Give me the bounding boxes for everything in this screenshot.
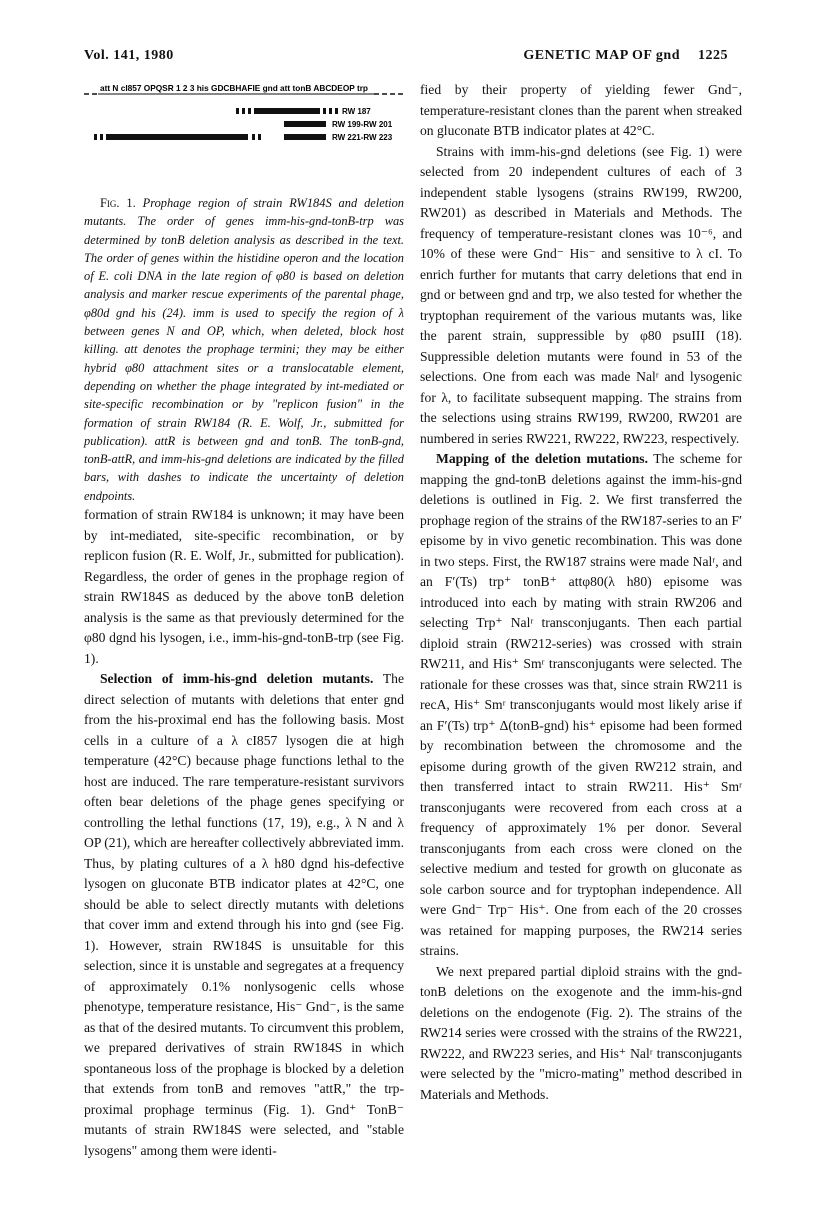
- figure-label: Fig. 1.: [100, 196, 136, 210]
- figure-1: [84, 78, 404, 188]
- figure-caption: [84, 194, 404, 505]
- paragraph: [420, 449, 742, 962]
- deletion-bar-rw187: [236, 108, 338, 114]
- deletion-bar-rw199: [284, 121, 326, 127]
- label-rw187: RW 187: [342, 107, 371, 116]
- paragraph: [84, 669, 404, 1161]
- paragraph: fied by their property of yielding fewer Gnd⁻, temperature-resistant clones than the parent when streaked on gluconate BTB indicator plates at 42°C.: [420, 82, 742, 138]
- deletion-bar-rw221: [94, 134, 326, 140]
- section-heading: Selection of imm-his-gnd deletion mutants.: [100, 671, 374, 687]
- running-header: [84, 48, 728, 70]
- section-heading: Mapping of the deletion mutations.: [436, 451, 648, 466]
- left-column: [84, 78, 404, 1161]
- right-column: [420, 80, 742, 1105]
- prophage-map: [84, 78, 404, 188]
- page-number: 1225: [698, 48, 728, 63]
- paragraph-text: The scheme for mapping the gnd-tonB deletions against the imm-his-gnd deletions is outlined in Fig. 2. We first transferred the prophage region of the strains of the RW187-series to an F′ episome by in vivo genetic recombination. This was done in two steps. First, the RW187 strains were made Nalʳ, and an F′(Ts) trp⁺ tonB⁺ attφ80(λ h80) episome was introduced into each by mating with strain RW206 and selecting Trp⁺ Nalʳ transconjugants. Then each partial diploid strain (RW212-series) was crossed with strain RW211, and His⁺ Smʳ transconjugants were selected. The rationale for these crosses was that, since strain RW211 is recA, His⁺ Smʳ transconjugants would most likely arise if an F′(Ts) trp⁺ Δ(tonB-gnd) his⁺ episome had been formed by recombination between the chromosome and the episome during growth of the given RW212 strain, and then transferred intact to strain RW211. His⁺ Smʳ transconjugants were recovered from each cross at a frequency of approximately 1% per donor. Several transconjugants from each cross were cloned on the selective medium and tested for growth on gluconate as sole carbon source and for tryptophan independence. All were Gnd⁻ Trp⁻ His⁺. One from each of the 20 crosses was retained for mapping purposes, the RW214 series strains.: [420, 451, 743, 958]
- paragraph: formation of strain RW184 is unknown; it may have been by int-mediated, site-specific recombination, or by replicon fusion (R. E. Wolf, Jr., submitted for publication). Regardless, the order of genes in the prophage region of strain RW184S as deduced by the above tonB deletion analysis is the same as that previously determined for the φ80 dgnd his lysogen, i.e., imm-his-gnd-tonB-trp (see Fig. 1).: [84, 507, 404, 666]
- paragraph: Strains with imm-his-gnd deletions (see Fig. 1) were selected from 20 independent cultures of each of 3 independent stable lysogens (strains RW199, RW200, RW201) as described in Materials and Methods. The frequency of temperature-resistant clones was 10⁻⁶, and 10% of these were Gnd⁻ His⁻ and sensitive to λ cI. To enrich further for mutants that carry deletions that end in gnd or between gnd and trp, we also tested for whether the tryptophan requirement of the various mutants was, like the parent strain, suppressible by φ80 psuIII (18). Suppressible deletion mutants were found in 53 of the selections. One from each was made Nalʳ and lysogenic for λ, to facilitate subsequent mapping. The strains from the selections using strains RW199, RW200, RW201 are numbered in series RW221, RW222, RW223, respectively.: [420, 143, 742, 446]
- running-title: GENETIC MAP OF gnd: [523, 48, 680, 63]
- caption-text: Prophage region of strain RW184S and deletion mutants. The order of genes imm-his-gnd-tonB-trp was determined by tonB deletion analysis as described in the text. The order of genes within the histidine operon and the location of E. coli DNA in the late region of φ80 is based on deletion analysis and marker rescue experiments of the parental phage, φ80d gnd his (24). imm is used to specify the region of λ between genes N and OP, which, when deleted, block host killing. att denotes the prophage termini; they may be either hybrid φ80 attachment sites or a translocatable element, depending on whether the phage integrated by int-mediated or site-specific recombination or by "replicon fusion" in the formation of strain RW184 (R. E. Wolf, Jr., submitted for publication). attR is between gnd and tonB. The tonB-gnd, tonB-attR, and imm-his-gnd deletions are indicated by the filled bars, with dashes to indicate the uncertainty of deletion endpoints.: [84, 196, 404, 503]
- paragraph: We next prepared partial diploid strains with the gnd-tonB deletions on the exogenote and the imm-his-gnd deletions on the endogenote (Fig. 2). The strains of the RW214 series were crossed with the strains of the RW221, RW222, and RW223 series, and His⁺ Nalʳ transconjugants were selected by the "micro-mating" method described in Materials and Methods.: [420, 963, 742, 1102]
- label-rw199: RW 199-RW 201: [332, 120, 393, 129]
- gene-map-label: att N cI857 OPQSR 1 2 3 his GDCBHAFIE gnd att tonB ABCDEOP trp: [100, 83, 368, 93]
- label-rw221: RW 221-RW 223: [332, 133, 393, 142]
- volume-year: Vol. 141, 1980: [84, 48, 174, 63]
- header-right: [523, 48, 728, 64]
- paragraph-text: The direct selection of mutants with deletions that enter gnd from the his-proximal end has the following basis. Most cells in a culture of a λ cI857 lysogen die at high temperature (42°C) because phage functions lethal to the host are induced. The rare temperature-resistant survivors often bear deletions of the phage genes specifying or controlling the lethal functions (17, 19), e.g., λ N and λ OP (21), which are hereafter collectively abbreviated imm. Thus, by plating cultures of a λ h80 dgnd his-defective lysogen on gluconate BTB indicator plates at 42°C, one should be able to select directly mutants with deletions that cover imm and extend through his into gnd (see Fig. 1). However, strain RW184S is unsuitable for this selection, since it is unstable and segregates at a frequency of approximately 0.1% nonlysogenic cells whose phenotype, temperature resistance, His⁻ Gnd⁻, is the same as that of the desired mutants. To circumvent this problem, we prepared derivatives of strain RW184S in which spontaneous loss of the prophage is blocked by a deletion that extends from tonB and removes "attR," the trp-proximal prophage terminus (Fig. 1). Gnd⁺ TonB⁻ mutants of strain RW184S were selected, and "stable lysogens" among them were identi-: [84, 671, 404, 1158]
